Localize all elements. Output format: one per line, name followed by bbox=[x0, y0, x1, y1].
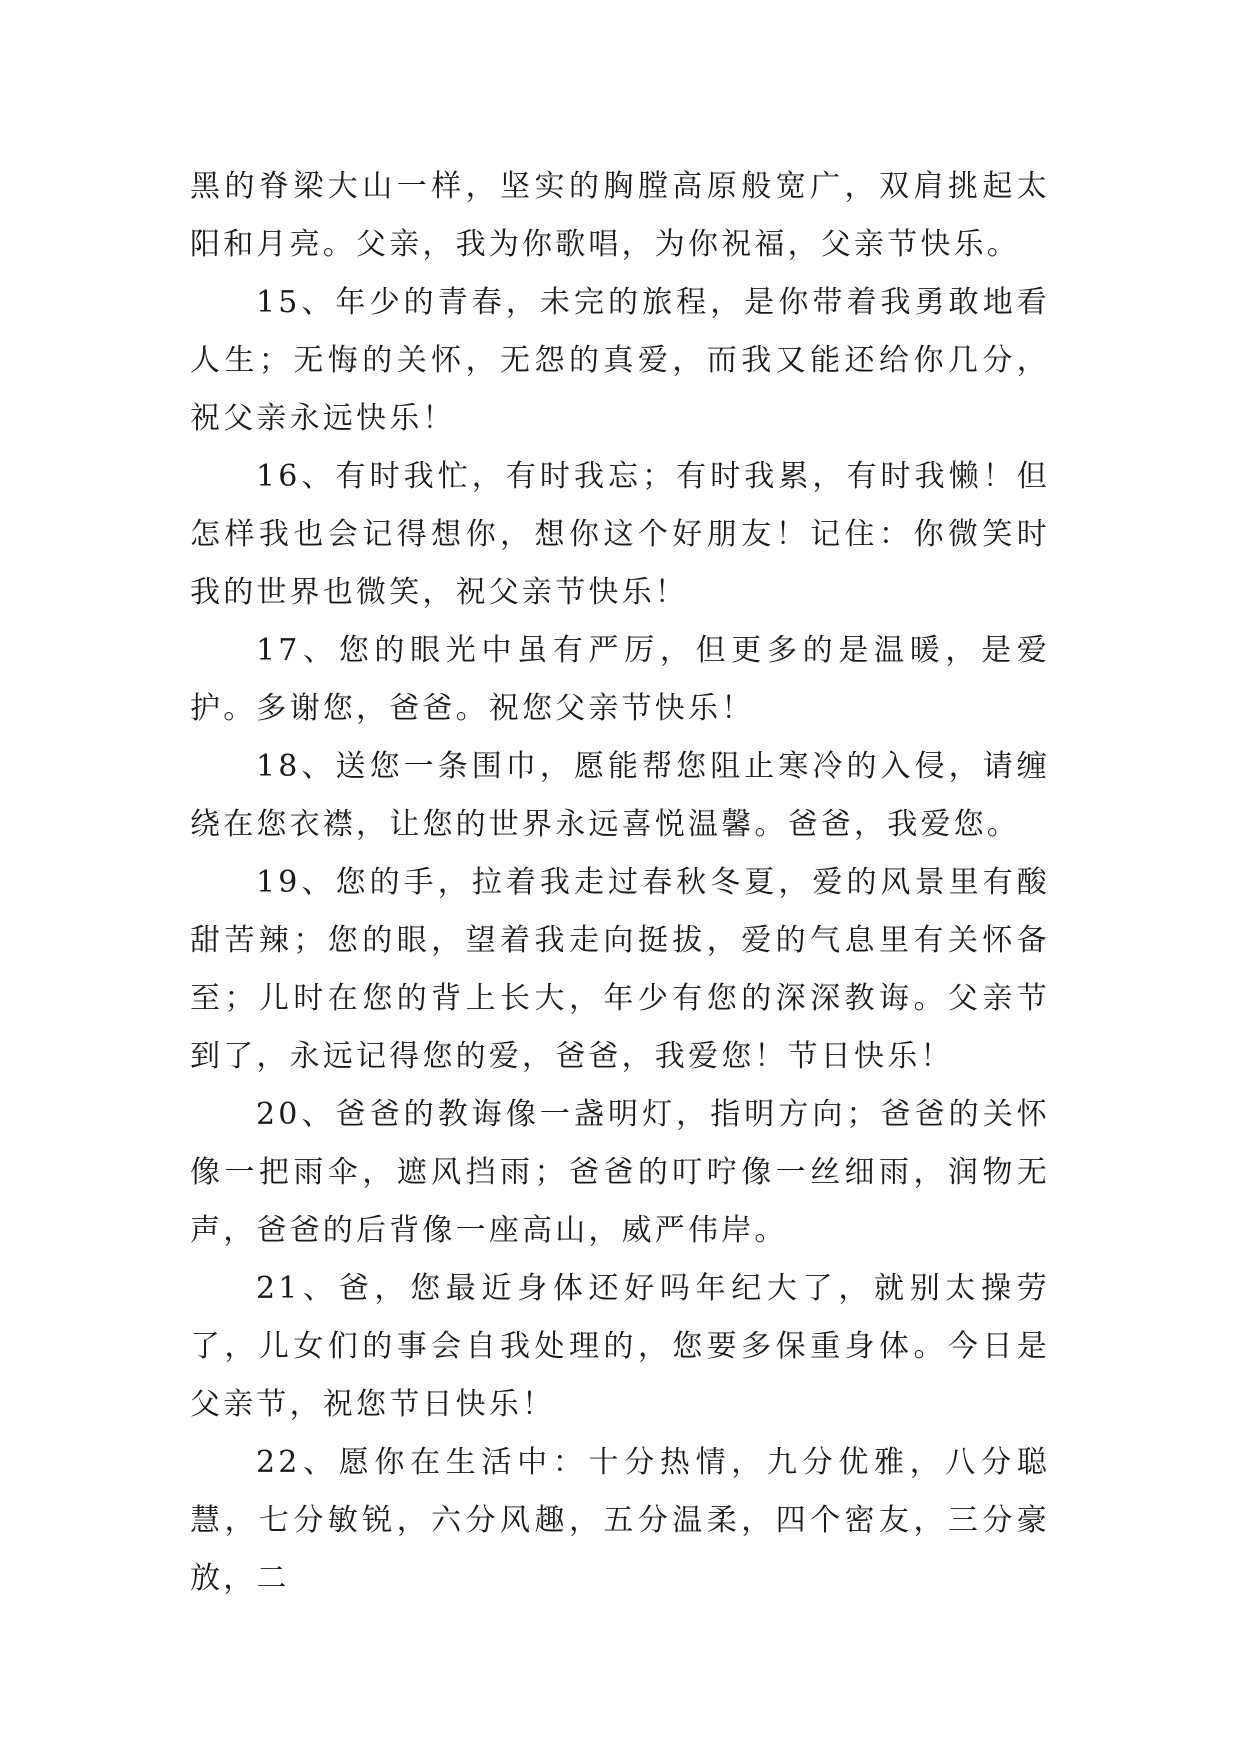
paragraph-17: 17、您的眼光中虽有严厉，但更多的是温暖，是爱护。多谢您，爸爸。祝您父亲节快乐！ bbox=[190, 633, 1050, 726]
paragraph-21: 21、爸，您最近身体还好吗年纪大了，就别太操劳了，儿女们的事会自我处理的，您要多保重身体。今日是父亲节，祝您节日快乐！ bbox=[190, 1271, 1050, 1422]
paragraph-continuation: 黑的脊梁大山一样，坚实的胸膛高原般宽广，双肩挑起太阳和月亮。父亲，我为你歌唱，为你祝福，父亲节快乐。 bbox=[190, 169, 1050, 262]
document-body bbox=[190, 158, 1050, 1608]
paragraph-20: 20、爸爸的教诲像一盏明灯，指明方向；爸爸的关怀像一把雨伞，遮风挡雨；爸爸的叮咛像一丝细雨，润物无声，爸爸的后背像一座高山，威严伟岸。 bbox=[190, 1097, 1050, 1248]
paragraph-19: 19、您的手，拉着我走过春秋冬夏，爱的风景里有酸甜苦辣；您的眼，望着我走向挺拔，爱的气息里有关怀备至；儿时在您的背上长大，年少有您的深深教诲。父亲节到了，永远记得您的爱，爸爸，我爱您！节日快乐！ bbox=[190, 865, 1050, 1074]
paragraph-18: 18、送您一条围巾，愿能帮您阻止寒冷的入侵，请缠绕在您衣襟，让您的世界永远喜悦温馨。爸爸，我爱您。 bbox=[190, 749, 1050, 842]
paragraph-16: 16、有时我忙，有时我忘；有时我累，有时我懒！但怎样我也会记得想你，想你这个好朋友！记住：你微笑时我的世界也微笑，祝父亲节快乐！ bbox=[190, 459, 1050, 610]
paragraph-22: 22、愿你在生活中：十分热情，九分优雅，八分聪慧，七分敏锐，六分风趣，五分温柔，四个密友，三分豪放，二 bbox=[190, 1445, 1050, 1596]
paragraph-15: 15、年少的青春，未完的旅程，是你带着我勇敢地看人生；无悔的关怀，无怨的真爱，而我又能还给你几分，祝父亲永远快乐！ bbox=[190, 285, 1050, 436]
